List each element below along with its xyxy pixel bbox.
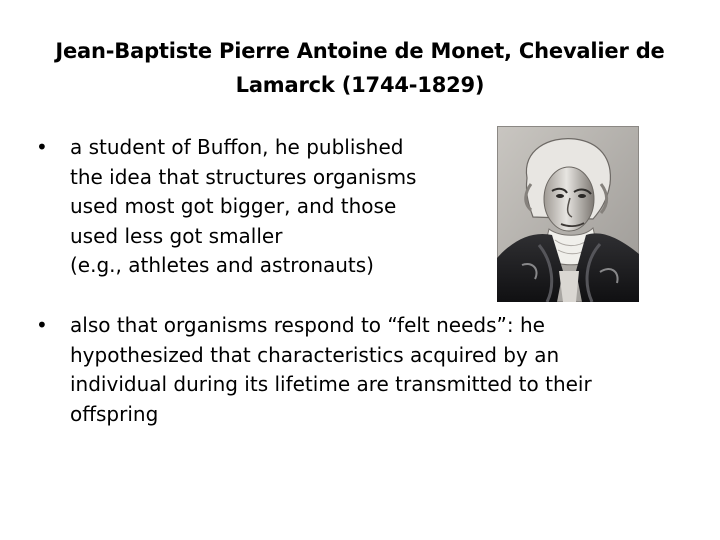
- bullet-dot-icon: •: [36, 135, 48, 159]
- title-line-1: Jean-Baptiste Pierre Antoine de Monet, Chevalier de: [55, 39, 665, 63]
- bullet-1-line-2: the idea that structures organisms: [70, 164, 417, 189]
- bullet-2-line-1: also that organisms respond to “felt needs”: he: [70, 313, 545, 337]
- bullet-1-line-1: a student of Buffon, he published: [70, 135, 404, 159]
- portrait-image: [497, 126, 639, 302]
- bullet-2-line-2: hypothesized that characteristics acquired by an: [70, 342, 560, 367]
- title-line-2: Lamarck (1744-1829): [235, 73, 485, 97]
- portrait-engraving: [497, 126, 639, 302]
- slide-title: [40, 34, 680, 102]
- bullet-1-line-4: used less got smaller: [70, 223, 283, 248]
- bullet-2-line-4: offspring: [70, 401, 159, 426]
- bullet-text: [70, 133, 416, 281]
- bullet-2-line-3: individual during its lifetime are transmitted to their: [70, 372, 592, 396]
- bullet-1-line-5: (e.g., athletes and astronauts): [70, 253, 374, 277]
- bullet-text: [70, 311, 592, 429]
- bullet-dot-icon: •: [36, 313, 48, 337]
- bullet-1-line-3: used most got bigger, and those: [70, 194, 397, 218]
